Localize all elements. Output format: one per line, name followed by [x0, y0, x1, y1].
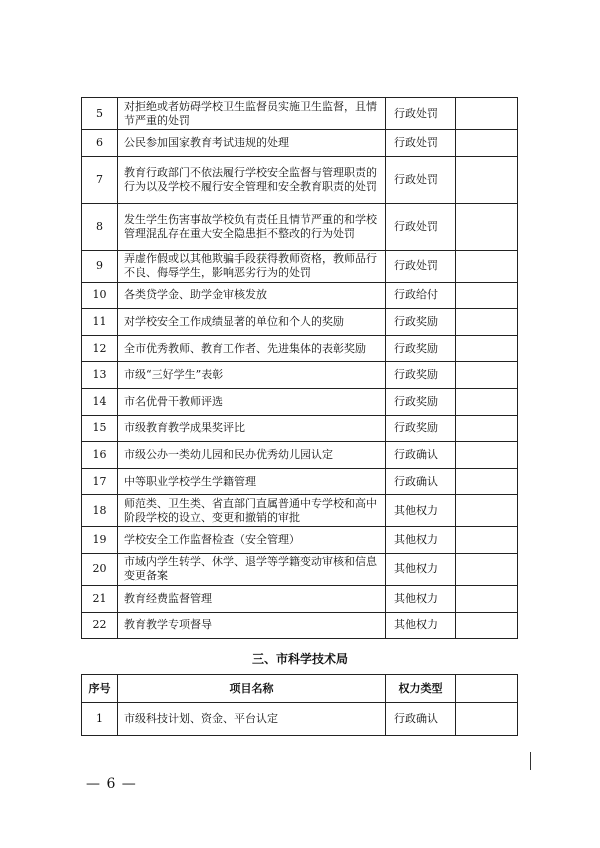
item-name: 对学校安全工作成绩显著的单位和个人的奖励: [118, 309, 386, 336]
extra-cell: [456, 250, 518, 282]
power-type: 行政处罚: [386, 156, 456, 203]
item-name: 中等职业学校学生学籍管理: [118, 468, 386, 495]
extra-cell: [456, 585, 518, 612]
row-number: 14: [82, 388, 118, 415]
table-row: [82, 468, 518, 495]
table-row: [82, 612, 518, 639]
row-number: 11: [82, 309, 118, 336]
item-name: 教育行政部门不依法履行学校安全监督与管理职责的行为以及学校不履行安全管理和安全教育职责的处罚: [118, 156, 386, 203]
item-name: 师范类、卫生类、省直部门直属普通中专学校和高中阶段学校的设立、变更和撤销的审批: [118, 495, 386, 527]
section-table-body: [82, 703, 518, 736]
power-type: 行政处罚: [386, 130, 456, 157]
row-number: 8: [82, 203, 118, 250]
power-type: 其他权力: [386, 527, 456, 554]
table-row: [82, 98, 518, 130]
table-row: [82, 156, 518, 203]
table-row: [82, 442, 518, 469]
power-type: 行政奖励: [386, 309, 456, 336]
power-type: 其他权力: [386, 495, 456, 527]
extra-cell: [456, 203, 518, 250]
table-row: [82, 585, 518, 612]
extra-cell: [456, 612, 518, 639]
table-row: [82, 203, 518, 250]
power-type: 其他权力: [386, 553, 456, 585]
extra-cell: [456, 442, 518, 469]
item-name: 市域内学生转学、休学、退学等学籍变动审核和信息变更备案: [118, 553, 386, 585]
extra-cell: [456, 468, 518, 495]
power-type: 行政给付: [386, 282, 456, 309]
item-name: 各类贷学金、助学金审核发放: [118, 282, 386, 309]
item-name: 弄虚作假或以其他欺骗手段获得教师资格，教师品行不良、侮辱学生，影响恶劣行为的处罚: [118, 250, 386, 282]
extra-cell: [456, 335, 518, 362]
extra-cell: [456, 130, 518, 157]
extra-cell: [456, 703, 518, 736]
row-number: 5: [82, 98, 118, 130]
extra-cell: [456, 388, 518, 415]
row-number: 7: [82, 156, 118, 203]
item-name: 市级科技计划、资金、平台认定: [118, 703, 386, 736]
power-type: 行政确认: [386, 468, 456, 495]
power-type: 其他权力: [386, 612, 456, 639]
row-number: 10: [82, 282, 118, 309]
row-number: 6: [82, 130, 118, 157]
extra-cell: [456, 309, 518, 336]
header-extra: [456, 675, 518, 703]
row-number: 9: [82, 250, 118, 282]
extra-cell: [456, 156, 518, 203]
power-type: 行政处罚: [386, 98, 456, 130]
extra-cell: [456, 282, 518, 309]
row-number: 12: [82, 335, 118, 362]
item-name: 对拒绝或者妨碍学校卫生监督员实施卫生监督，且情节严重的处罚: [118, 98, 386, 130]
row-number: 19: [82, 527, 118, 554]
table-row: [82, 250, 518, 282]
power-type: 行政奖励: [386, 388, 456, 415]
row-number: 1: [82, 703, 118, 736]
extra-cell: [456, 98, 518, 130]
row-number: 21: [82, 585, 118, 612]
power-type: 行政确认: [386, 442, 456, 469]
row-number: 17: [82, 468, 118, 495]
power-type: 行政奖励: [386, 362, 456, 389]
power-type: 行政奖励: [386, 415, 456, 442]
row-number: 22: [82, 612, 118, 639]
power-type: 其他权力: [386, 585, 456, 612]
table-row: [82, 335, 518, 362]
item-name: 教育教学专项督导: [118, 612, 386, 639]
extra-cell: [456, 362, 518, 389]
header-type: 权力类型: [386, 675, 456, 703]
table-row: [82, 130, 518, 157]
table-row: [82, 388, 518, 415]
item-name: 市级教育教学成果奖评比: [118, 415, 386, 442]
item-name: 教育经费监督管理: [118, 585, 386, 612]
table-row: [82, 362, 518, 389]
table-row: [82, 553, 518, 585]
item-name: 发生学生伤害事故学校负有责任且情节严重的和学校管理混乱存在重大安全隐患拒不整改的行为处罚: [118, 203, 386, 250]
item-name: 学校安全工作监督检查（安全管理）: [118, 527, 386, 554]
table-row: [82, 282, 518, 309]
power-type: 行政处罚: [386, 203, 456, 250]
power-type: 行政确认: [386, 703, 456, 736]
row-number: 20: [82, 553, 118, 585]
item-name: 市级公办一类幼儿园和民办优秀幼儿园认定: [118, 442, 386, 469]
margin-line: [530, 752, 531, 770]
section-table: [81, 674, 518, 736]
table-row: [82, 495, 518, 527]
item-name: 全市优秀教师、教育工作者、先进集体的表彰奖励: [118, 335, 386, 362]
row-number: 18: [82, 495, 118, 527]
item-name: 公民参加国家教育考试违规的处理: [118, 130, 386, 157]
main-table: [81, 97, 518, 639]
row-number: 16: [82, 442, 118, 469]
extra-cell: [456, 527, 518, 554]
power-type: 行政处罚: [386, 250, 456, 282]
table-row: [82, 415, 518, 442]
extra-cell: [456, 495, 518, 527]
main-table-body: [82, 98, 518, 639]
extra-cell: [456, 415, 518, 442]
item-name: 市级“三好学生”表彰: [118, 362, 386, 389]
section-table-header-row: [82, 675, 518, 703]
section-title: 三、市科学技术局: [251, 652, 348, 666]
table-row: [82, 703, 518, 736]
table-row: [82, 527, 518, 554]
page-number: — 6 —: [86, 776, 137, 792]
header-name: 项目名称: [118, 675, 386, 703]
extra-cell: [456, 553, 518, 585]
header-num: 序号: [82, 675, 118, 703]
row-number: 15: [82, 415, 118, 442]
power-type: 行政奖励: [386, 335, 456, 362]
row-number: 13: [82, 362, 118, 389]
table-row: [82, 309, 518, 336]
item-name: 市名优骨干教师评选: [118, 388, 386, 415]
